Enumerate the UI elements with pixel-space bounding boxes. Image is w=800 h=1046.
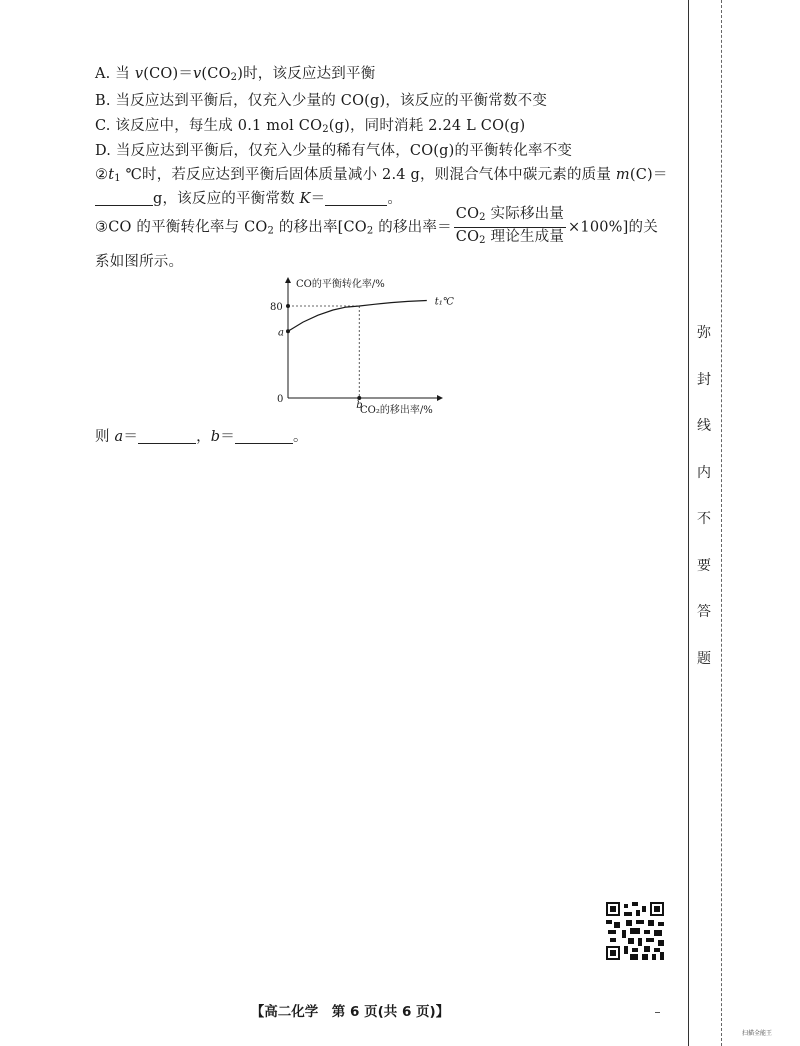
answer-blank-k[interactable] bbox=[325, 189, 387, 206]
chart-svg bbox=[260, 270, 460, 420]
answer-blank-b[interactable] bbox=[235, 427, 293, 444]
y-intercept-label-a: a bbox=[278, 327, 284, 339]
margin-char: 要 bbox=[697, 557, 711, 574]
part-2-line-1: $②t_1$ ℃时，若反应达到平衡后固体质量减小 2.4 g，则混合气体中碳元素的质量 m(C)＝ bbox=[95, 167, 668, 184]
margin-char: 答 bbox=[697, 604, 711, 620]
removal-rate-fraction: $\frac{CO_2 实际移出量}{CO_2 理论生成量}$ bbox=[455, 206, 565, 246]
conversion-rate-chart bbox=[260, 270, 460, 420]
answer-blank-mc[interactable] bbox=[95, 189, 153, 206]
point-80 bbox=[286, 304, 290, 308]
part-3-line-2: 系如图所示。 bbox=[95, 254, 184, 270]
origin-label: 0 bbox=[277, 394, 284, 405]
series-line-t1 bbox=[288, 301, 427, 332]
series-label-t1: t₁℃ bbox=[434, 296, 454, 308]
option-b: B. 当反应达到平衡后，仅充入少量的 CO(g)，该反应的平衡常数不变 bbox=[95, 93, 548, 109]
option-c: C. 该反应中，每生成 0.1 mol $CO_2(g)$，同时消耗 2.24 L CO(g) bbox=[95, 118, 526, 135]
option-d: D. 当反应达到平衡后，仅充入少量的稀有气体，CO(g)的平衡转化率不变 bbox=[95, 143, 573, 159]
part-3-line-1: ③CO 的平衡转化率与 $CO_2$ 的移出率[$CO_2$ 的移出率＝ $\frac{CO_2 实际移出量}{CO_2 理论生成量}$ ×100%]的关 bbox=[95, 205, 658, 250]
margin-char: 线 bbox=[697, 418, 711, 434]
part-2-line-2: g，该反应的平衡常数 K＝ 。 bbox=[95, 187, 402, 208]
option-a: A. 当 $v(CO)=v(CO_2)$时，该反应达到平衡 bbox=[95, 66, 376, 83]
answer-blank-a[interactable] bbox=[138, 427, 196, 444]
margin-char: 弥 bbox=[697, 325, 711, 341]
x-tick-b: b bbox=[356, 400, 363, 411]
answer-line: 则 a＝ ，b＝ 。 bbox=[95, 429, 308, 445]
margin-char: 内 bbox=[697, 464, 711, 481]
x-axis-label: CO₂的移出率/% bbox=[360, 405, 433, 416]
binding-margin-text bbox=[686, 322, 722, 694]
margin-char: 不 bbox=[697, 511, 711, 527]
y-tick-80: 80 bbox=[270, 302, 283, 313]
point-a bbox=[286, 329, 290, 333]
margin-char: 题 bbox=[697, 650, 711, 667]
point-b bbox=[357, 396, 361, 400]
margin-char: 封 bbox=[697, 371, 711, 388]
qr-code-icon bbox=[606, 902, 664, 960]
page-footer: 【高二化学 第 6 页(共 6 页)】 bbox=[250, 1004, 450, 1020]
scanner-watermark: 扫描全能王 bbox=[742, 1030, 773, 1037]
y-axis-label: CO的平衡转化率/% bbox=[296, 279, 385, 290]
